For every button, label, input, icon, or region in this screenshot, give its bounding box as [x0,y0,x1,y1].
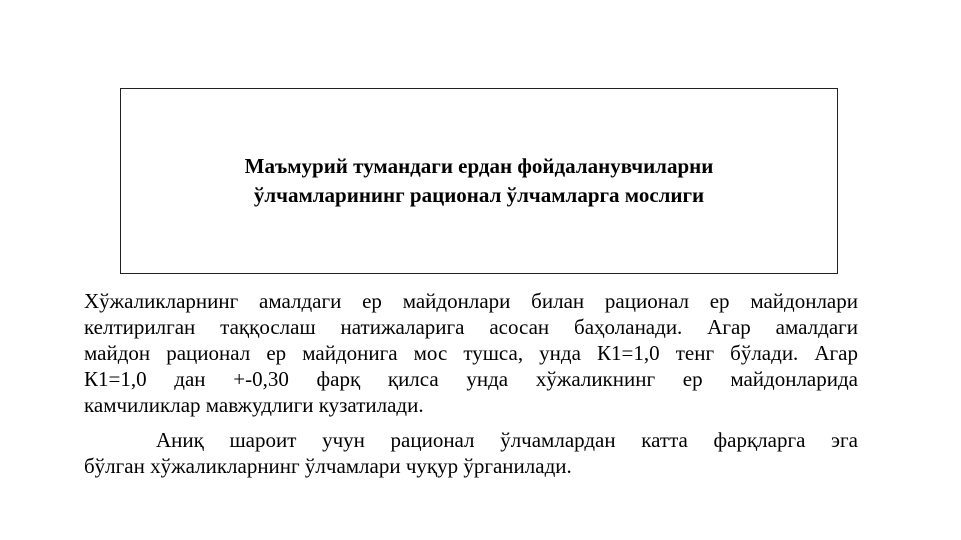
paragraph-2 [84,427,858,479]
paragraph-line: К1=1,0 дан +-0,30 фарқ қилса унда хўжаликнинг ер майдонларида [84,367,858,391]
paragraph-1 [84,288,858,418]
document-title-line-1: Маъмурий тумандаги ердан фойдаланувчиларни [244,154,714,178]
document-title-line-2: ўлчамларининг рационал ўлчамларга мослиги [253,183,705,207]
paragraph-line: бўлган хўжаликларнинг ўлчамлари чуқур ўрганилади. [84,454,572,478]
paragraph-line: камчиликлар мавжудлиги кузатилади. [84,393,424,417]
paragraph-line: Хўжаликларнинг амалдаги ер майдонлари билан рационал ер майдонлари [84,289,858,313]
paragraph-line: майдон рационал ер майдонига мос тушса, унда К1=1,0 тенг бўлади. Агар [84,341,858,365]
title-box [120,88,838,274]
paragraph-line: келтирилган таққослаш натижаларига асосан баҳоланади. Агар амалдаги [84,315,858,339]
paragraph-line: Аниқ шароит учун рационал ўлчамлардан катта фарқларга эга [156,428,858,452]
